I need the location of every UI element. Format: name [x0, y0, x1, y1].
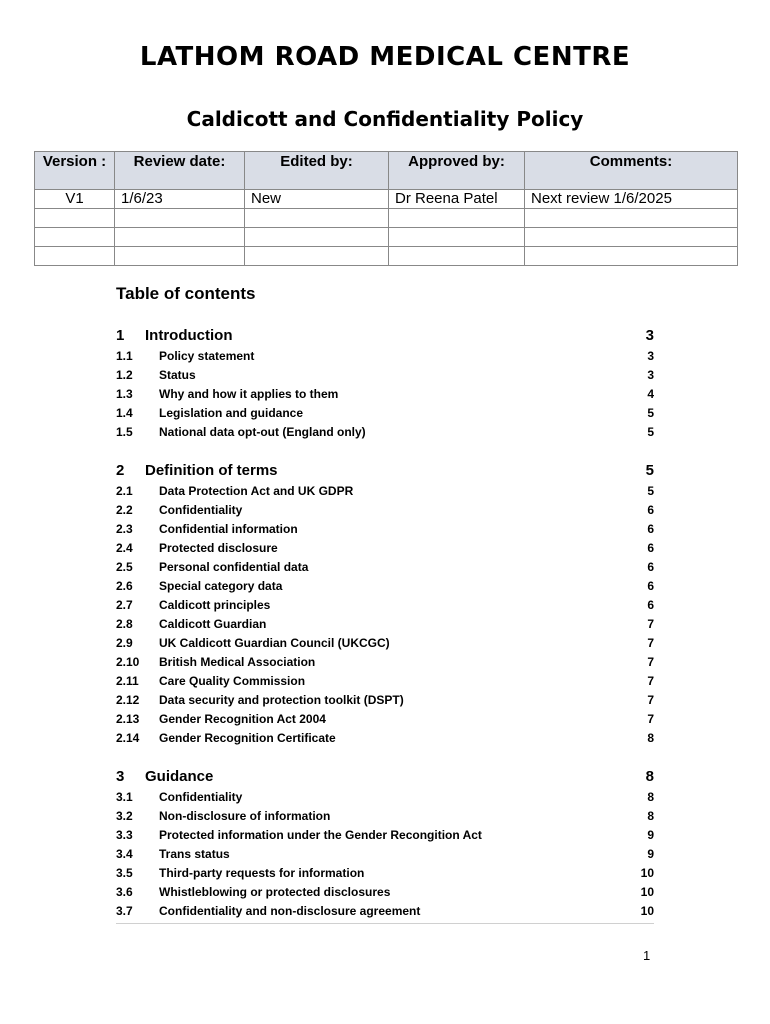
- toc-entry[interactable]: [116, 501, 654, 520]
- table-row: [35, 247, 738, 266]
- toc-entry-number: 3.7: [116, 904, 133, 918]
- toc-section: [116, 325, 654, 442]
- toc-entry-page: 3: [647, 349, 654, 363]
- toc-entry-title: Confidentiality: [159, 790, 243, 804]
- toc-entry-page: 9: [647, 828, 654, 842]
- toc-entry-page: 10: [640, 885, 654, 899]
- document-title: Caldicott and Confidentiality Policy: [186, 107, 584, 131]
- toc-entry-page: 6: [647, 541, 654, 555]
- toc-entry-page: 8: [647, 731, 654, 745]
- toc-entry-title: British Medical Association: [159, 655, 316, 669]
- table-cell: New: [245, 190, 389, 209]
- toc-entry[interactable]: [116, 653, 654, 672]
- toc-section: [116, 460, 654, 748]
- toc-entry-number: 2.9: [116, 636, 133, 650]
- toc-entry-title: Policy statement: [159, 349, 255, 363]
- toc-entry[interactable]: [116, 482, 654, 501]
- toc-entry-page: 4: [647, 387, 654, 401]
- version-table: [34, 151, 738, 266]
- table-cell: [525, 228, 738, 247]
- toc-section-entry[interactable]: [116, 460, 654, 482]
- toc-section-number: 3: [116, 768, 125, 785]
- table-of-contents: [116, 283, 654, 924]
- toc-section-page: 8: [645, 768, 654, 785]
- table-cell: [389, 228, 525, 247]
- table-cell: [115, 228, 245, 247]
- toc-entry-number: 1.2: [116, 368, 133, 382]
- toc-entry-title: Status: [159, 368, 196, 382]
- toc-entry-number: 1.3: [116, 387, 133, 401]
- table-cell: [525, 247, 738, 266]
- header-edited-by: Edited by:: [245, 152, 389, 190]
- toc-entry-title: Gender Recognition Act 2004: [159, 712, 326, 726]
- toc-entry-number: 2.8: [116, 617, 133, 631]
- toc-entry-number: 3.1: [116, 790, 133, 804]
- table-cell: V1: [35, 190, 115, 209]
- toc-entry-number: 2.5: [116, 560, 133, 574]
- toc-section-title: Introduction: [145, 327, 233, 344]
- toc-entry-page: 3: [647, 368, 654, 382]
- page-number: 1: [643, 948, 651, 963]
- header-approved-by: Approved by:: [389, 152, 525, 190]
- toc-section-page: 5: [645, 462, 654, 479]
- toc-entry-title: Special category data: [159, 579, 283, 593]
- table-row: [35, 228, 738, 247]
- toc-entry-number: 1.1: [116, 349, 133, 363]
- toc-entry-number: 2.7: [116, 598, 133, 612]
- toc-entry[interactable]: [116, 385, 654, 404]
- toc-entry-title: Confidential information: [159, 522, 298, 536]
- toc-entry-title: Caldicott principles: [159, 598, 271, 612]
- header-review-date: Review date:: [115, 152, 245, 190]
- toc-entry[interactable]: [116, 577, 654, 596]
- toc-entry-number: 1.4: [116, 406, 133, 420]
- organization-title: LATHOM ROAD MEDICAL CENTRE: [139, 42, 631, 72]
- toc-entry-number: 3.6: [116, 885, 133, 899]
- table-cell: [245, 247, 389, 266]
- toc-entry-title: Non-disclosure of information: [159, 809, 331, 823]
- toc-entry-page: 6: [647, 579, 654, 593]
- toc-section-entry[interactable]: [116, 325, 654, 347]
- toc-entry-title: Data security and protection toolkit (DSPT): [159, 693, 404, 707]
- version-table-header-row: [35, 152, 738, 190]
- toc-entry[interactable]: [116, 845, 654, 864]
- toc-entry-number: 2.1: [116, 484, 133, 498]
- toc-entry[interactable]: [116, 596, 654, 615]
- toc-entry[interactable]: [116, 691, 654, 710]
- toc-entry-page: 8: [647, 790, 654, 804]
- toc-entry[interactable]: [116, 634, 654, 653]
- toc-section-page: 3: [645, 327, 654, 344]
- toc-entry-title: Confidentiality and non-disclosure agreement: [159, 904, 421, 918]
- toc-entry-page: 10: [640, 866, 654, 880]
- toc-entry-page: 6: [647, 503, 654, 517]
- toc-entry-title: Protected information under the Gender Recongition Act: [159, 828, 482, 842]
- toc-entry-page: 5: [647, 406, 654, 420]
- table-cell: 1/6/23: [115, 190, 245, 209]
- toc-entry-number: 2.2: [116, 503, 133, 517]
- toc-entry-page: 7: [647, 693, 654, 707]
- toc-section-title: Definition of terms: [145, 462, 278, 479]
- toc-entry-title: Third-party requests for information: [159, 866, 365, 880]
- toc-entry-title: Data Protection Act and UK GDPR: [159, 484, 354, 498]
- toc-entry-number: 3.2: [116, 809, 133, 823]
- toc-entry-page: 10: [640, 904, 654, 918]
- toc-entry[interactable]: [116, 404, 654, 423]
- toc-entry-number: 2.3: [116, 522, 133, 536]
- toc-section-number: 1: [116, 327, 125, 344]
- toc-entry[interactable]: [116, 710, 654, 729]
- toc-entry[interactable]: [116, 558, 654, 577]
- toc-entry-title: Protected disclosure: [159, 541, 278, 555]
- toc-entry-page: 9: [647, 847, 654, 861]
- toc-entry-page: 6: [647, 560, 654, 574]
- table-cell: [115, 209, 245, 228]
- toc-entry[interactable]: [116, 883, 654, 902]
- toc-entry-title: Legislation and guidance: [159, 406, 304, 420]
- toc-entry[interactable]: [116, 520, 654, 539]
- toc-entry-page: 7: [647, 712, 654, 726]
- toc-entry-page: 6: [647, 522, 654, 536]
- toc-entry-number: 2.12: [116, 693, 140, 707]
- toc-entry[interactable]: [116, 729, 654, 748]
- table-cell: [389, 209, 525, 228]
- toc-entry-number: 2.10: [116, 655, 140, 669]
- toc-entry-title: Trans status: [159, 847, 230, 861]
- table-cell: [115, 247, 245, 266]
- toc-entry-title: Why and how it applies to them: [159, 387, 339, 401]
- toc-entry-number: 3.5: [116, 866, 133, 880]
- toc-entry-number: 2.11: [116, 674, 139, 688]
- table-cell: [245, 228, 389, 247]
- toc-entry-page: 5: [647, 484, 654, 498]
- toc-entry[interactable]: [116, 539, 654, 558]
- toc-section-entry[interactable]: [116, 766, 654, 788]
- toc-divider: [116, 923, 654, 924]
- toc-entry-title: UK Caldicott Guardian Council (UKCGC): [159, 636, 390, 650]
- toc-entry-number: 2.4: [116, 541, 133, 555]
- table-cell: Next review 1/6/2025: [525, 190, 738, 209]
- toc-entry[interactable]: [116, 864, 654, 883]
- toc-entry-page: 7: [647, 674, 654, 688]
- toc-section-number: 2: [116, 462, 125, 479]
- table-cell: [389, 247, 525, 266]
- toc-entry-page: 5: [647, 425, 654, 439]
- toc-entry[interactable]: [116, 423, 654, 442]
- table-cell: [35, 228, 115, 247]
- toc-entry[interactable]: [116, 672, 654, 691]
- toc-entry-title: Confidentiality: [159, 503, 243, 517]
- table-cell: [35, 247, 115, 266]
- toc-entry-title: Gender Recognition Certificate: [159, 731, 336, 745]
- toc-entry-number: 2.6: [116, 579, 133, 593]
- table-cell: [35, 209, 115, 228]
- header-version: Version :: [35, 152, 115, 190]
- toc-entry-page: 7: [647, 655, 654, 669]
- toc-entry-title: Whistleblowing or protected disclosures: [159, 885, 391, 899]
- toc-entry[interactable]: [116, 826, 654, 845]
- toc-entry[interactable]: [116, 902, 654, 921]
- toc-entry[interactable]: [116, 347, 654, 366]
- table-row: [35, 190, 738, 209]
- toc-entry-page: 7: [647, 636, 654, 650]
- table-row: [35, 209, 738, 228]
- toc-section-title: Guidance: [145, 768, 214, 785]
- toc-entry-page: 8: [647, 809, 654, 823]
- toc-entry-title: National data opt-out (England only): [159, 425, 366, 439]
- toc-entry-page: 6: [647, 598, 654, 612]
- toc-entry-number: 3.4: [116, 847, 133, 861]
- toc-entry-number: 3.3: [116, 828, 133, 842]
- toc-heading: Table of contents: [116, 284, 256, 303]
- toc-entry[interactable]: [116, 615, 654, 634]
- toc-entry[interactable]: [116, 807, 654, 826]
- table-cell: Dr Reena Patel: [389, 190, 525, 209]
- table-cell: [245, 209, 389, 228]
- toc-entry[interactable]: [116, 788, 654, 807]
- toc-section: [116, 766, 654, 921]
- toc-entry-title: Caldicott Guardian: [159, 617, 267, 631]
- toc-entry-number: 2.13: [116, 712, 140, 726]
- table-cell: [525, 209, 738, 228]
- toc-entry-page: 7: [647, 617, 654, 631]
- toc-entry-title: Personal confidential data: [159, 560, 309, 574]
- toc-entry-number: 1.5: [116, 425, 133, 439]
- header-comments: Comments:: [525, 152, 738, 190]
- toc-entry-number: 2.14: [116, 731, 140, 745]
- toc-entry-title: Care Quality Commission: [159, 674, 306, 688]
- toc-entry[interactable]: [116, 366, 654, 385]
